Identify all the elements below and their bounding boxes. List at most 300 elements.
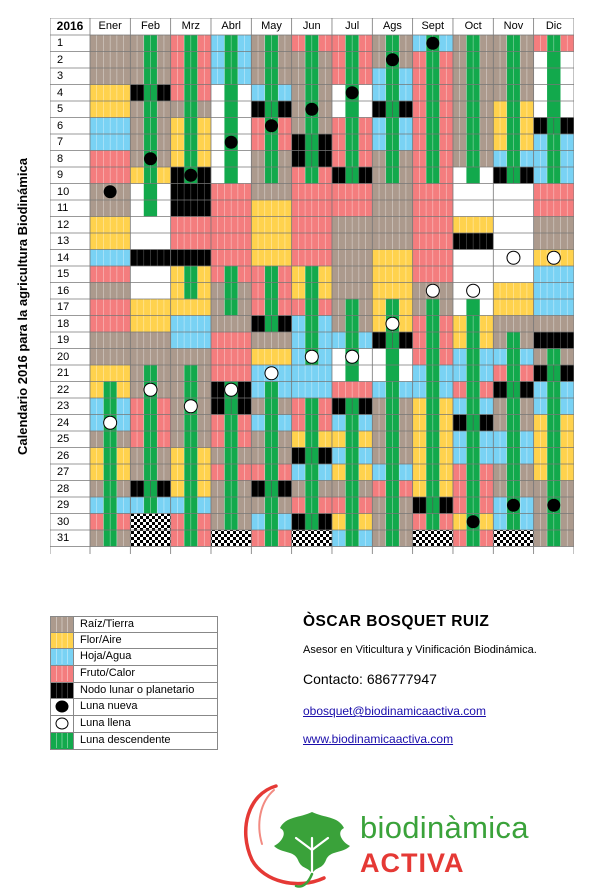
day-cell: [332, 68, 372, 85]
day-cell: [453, 415, 493, 432]
day-cell: [372, 530, 412, 547]
day-number: 24: [57, 416, 70, 429]
day-cell: [292, 85, 332, 102]
day-cell: [171, 101, 211, 118]
day-cell: [534, 233, 574, 250]
legend-swatch: [51, 633, 74, 649]
day-cell: [453, 431, 493, 448]
day-cell: [332, 431, 372, 448]
full-moon-icon: [144, 383, 157, 396]
legend-label: Hoja/Agua: [80, 650, 132, 663]
day-cell: [493, 167, 533, 184]
day-cell: [332, 316, 372, 333]
day-cell: [90, 233, 130, 250]
day-cell: [413, 514, 453, 531]
day-cell: [453, 233, 493, 250]
day-cell: [90, 382, 130, 399]
legend-item: [50, 666, 218, 683]
day-number: 23: [57, 400, 70, 412]
day-cell: [90, 167, 130, 184]
day-cell: [372, 167, 412, 184]
day-cell: [332, 250, 372, 267]
legend-label: Flor/Aire: [80, 633, 122, 646]
day-cell: [130, 530, 170, 547]
new-moon-icon: [144, 152, 157, 165]
day-cell: [453, 68, 493, 85]
legend-swatch: [51, 617, 74, 632]
day-cell: [130, 217, 170, 234]
day-cell: [534, 35, 574, 52]
legend-swatch: [51, 716, 74, 732]
day-cell: [211, 481, 251, 498]
day-cell: [130, 68, 170, 85]
legend-label: Nodo lunar o planetario: [80, 683, 195, 696]
day-cell: [493, 514, 533, 531]
day-cell: [372, 134, 412, 151]
day-cell: [372, 398, 412, 415]
day-cell: [413, 332, 453, 349]
day-cell: [171, 68, 211, 85]
day-cell: [171, 52, 211, 69]
day-cell: [251, 35, 291, 52]
day-cell: [493, 85, 533, 102]
day-cell: [413, 233, 453, 250]
day-cell: [211, 151, 251, 168]
day-cell: [251, 448, 291, 465]
day-cell: [453, 167, 493, 184]
calendar-grid: [50, 18, 574, 554]
day-cell: [251, 184, 291, 201]
day-cell: [453, 398, 493, 415]
day-cell: [130, 233, 170, 250]
website-link[interactable]: www.biodinamicaactiva.com: [303, 732, 454, 746]
day-cell: [90, 448, 130, 465]
day-cell: [453, 266, 493, 283]
day-cell: [534, 431, 574, 448]
day-number: 30: [57, 515, 70, 528]
day-cell: [130, 398, 170, 415]
day-cell: [493, 448, 533, 465]
day-number: 18: [57, 317, 70, 330]
day-cell: [130, 316, 170, 333]
day-cell: [90, 200, 130, 217]
day-cell: [534, 283, 574, 300]
day-cell: [251, 316, 291, 333]
day-cell: [332, 217, 372, 234]
legend-swatch: [51, 649, 74, 665]
day-cell: [171, 217, 211, 234]
day-cell: [130, 299, 170, 316]
day-cell: [493, 266, 533, 283]
day-cell: [171, 134, 211, 151]
day-cell: [372, 85, 412, 102]
day-cell: [332, 167, 372, 184]
day-cell: [90, 101, 130, 118]
day-cell: [292, 514, 332, 531]
day-cell: [413, 497, 453, 514]
day-cell: [372, 299, 412, 316]
day-cell: [493, 35, 533, 52]
day-cell: [413, 52, 453, 69]
day-cell: [372, 266, 412, 283]
new-moon-icon: [426, 37, 439, 50]
day-cell: [251, 382, 291, 399]
month-header: Abrl: [221, 20, 241, 32]
day-cell: [171, 316, 211, 333]
day-cell: [171, 299, 211, 316]
day-cell: [90, 398, 130, 415]
day-cell: [372, 349, 412, 366]
day-cell: [171, 250, 211, 267]
day-cell: [211, 68, 251, 85]
day-cell: [130, 250, 170, 267]
day-cell: [413, 481, 453, 498]
day-cell: [453, 52, 493, 69]
day-cell: [251, 299, 291, 316]
full-moon-icon: [184, 400, 197, 413]
day-cell: [413, 184, 453, 201]
day-cell: [251, 266, 291, 283]
day-cell: [534, 514, 574, 531]
day-cell: [413, 398, 453, 415]
day-cell: [534, 464, 574, 481]
day-cell: [493, 332, 533, 349]
day-cell: [372, 68, 412, 85]
day-cell: [372, 283, 412, 300]
day-cell: [251, 481, 291, 498]
day-cell: [90, 332, 130, 349]
new-moon-icon: [265, 119, 278, 132]
day-cell: [493, 101, 533, 118]
logo-swoosh-inner: [259, 790, 274, 844]
day-cell: [332, 134, 372, 151]
day-cell: [211, 530, 251, 547]
day-cell: [211, 398, 251, 415]
day-cell: [292, 481, 332, 498]
full-moon-icon: [225, 383, 238, 396]
day-cell: [534, 217, 574, 234]
day-cell: [292, 118, 332, 135]
day-cell: [211, 316, 251, 333]
legend-label: Fruto/Calor: [80, 667, 136, 680]
day-cell: [292, 431, 332, 448]
day-cell: [413, 200, 453, 217]
legend-swatch: [51, 699, 74, 715]
day-cell: [171, 448, 211, 465]
day-cell: [493, 382, 533, 399]
day-cell: [332, 448, 372, 465]
new-moon-icon: [547, 499, 560, 512]
day-cell: [211, 332, 251, 349]
day-cell: [372, 250, 412, 267]
day-cell: [130, 283, 170, 300]
day-cell: [251, 200, 291, 217]
day-cell: [493, 365, 533, 382]
day-cell: [251, 151, 291, 168]
day-number: 17: [57, 301, 70, 313]
day-cell: [171, 118, 211, 135]
day-cell: [90, 514, 130, 531]
day-cell: [251, 233, 291, 250]
day-cell: [292, 266, 332, 283]
day-cell: [372, 101, 412, 118]
day-cell: [130, 431, 170, 448]
day-cell: [453, 382, 493, 399]
day-cell: [251, 415, 291, 432]
day-number: 19: [57, 334, 70, 346]
day-cell: [211, 250, 251, 267]
day-cell: [292, 382, 332, 399]
day-cell: [372, 332, 412, 349]
day-cell: [332, 398, 372, 415]
day-number: 31: [57, 532, 70, 544]
day-cell: [211, 118, 251, 135]
day-cell: [171, 332, 211, 349]
vertical-title: Calendario 2016 para la agricultura Biodinámica: [15, 158, 30, 455]
day-cell: [292, 167, 332, 184]
legend-item: [50, 716, 218, 733]
legend-label: Luna llena: [80, 717, 131, 730]
legend-item: [50, 699, 218, 716]
new-moon-icon: [467, 515, 480, 528]
day-cell: [534, 299, 574, 316]
day-cell: [534, 365, 574, 382]
day-cell: [493, 431, 533, 448]
day-cell: [332, 233, 372, 250]
day-number: 28: [57, 482, 70, 495]
day-cell: [211, 497, 251, 514]
calendar-table: [50, 18, 574, 554]
day-cell: [171, 431, 211, 448]
day-cell: [332, 299, 372, 316]
day-cell: [251, 283, 291, 300]
email-link[interactable]: obosquet@biodinamicaactiva.com: [303, 704, 486, 718]
day-cell: [453, 85, 493, 102]
legend-item: [50, 616, 218, 633]
day-cell: [413, 118, 453, 135]
day-cell: [90, 250, 130, 267]
day-cell: [453, 134, 493, 151]
day-cell: [413, 266, 453, 283]
day-cell: [130, 200, 170, 217]
day-cell: [534, 448, 574, 465]
day-cell: [332, 464, 372, 481]
day-cell: [534, 415, 574, 432]
day-cell: [413, 151, 453, 168]
full-moon-icon: [386, 317, 399, 330]
day-cell: [292, 530, 332, 547]
day-cell: [90, 464, 130, 481]
contact-name: ÒSCAR BOSQUET RUIZ: [303, 613, 490, 630]
day-cell: [332, 283, 372, 300]
day-cell: [413, 365, 453, 382]
day-cell: [90, 217, 130, 234]
day-number: 22: [57, 383, 70, 396]
day-number: 25: [57, 433, 70, 445]
day-cell: [292, 497, 332, 514]
day-cell: [251, 250, 291, 267]
day-cell: [211, 167, 251, 184]
day-cell: [171, 464, 211, 481]
day-cell: [171, 349, 211, 366]
day-cell: [413, 250, 453, 267]
day-cell: [493, 464, 533, 481]
month-header: Dic: [545, 20, 562, 32]
day-cell: [130, 514, 170, 531]
day-cell: [453, 184, 493, 201]
day-cell: [372, 415, 412, 432]
day-cell: [211, 52, 251, 69]
day-cell: [90, 52, 130, 69]
logo-word-activa: ACTIVA: [360, 848, 465, 878]
day-cell: [90, 35, 130, 52]
day-cell: [493, 52, 533, 69]
day-cell: [251, 530, 291, 547]
day-cell: [130, 266, 170, 283]
day-cell: [211, 200, 251, 217]
day-cell: [90, 283, 130, 300]
day-cell: [493, 151, 533, 168]
day-cell: [413, 431, 453, 448]
day-cell: [251, 431, 291, 448]
day-cell: [130, 35, 170, 52]
legend-label: Raíz/Tierra: [80, 618, 134, 630]
day-cell: [292, 464, 332, 481]
legend-item: [50, 649, 218, 666]
day-cell: [130, 448, 170, 465]
day-cell: [534, 200, 574, 217]
day-cell: [372, 448, 412, 465]
day-cell: [493, 200, 533, 217]
day-cell: [534, 332, 574, 349]
new-moon-icon: [386, 53, 399, 66]
new-moon-icon: [305, 103, 318, 116]
legend-swatch: [51, 683, 74, 699]
contact-role: Asesor en Viticultura y Vinificación Biodinámica.: [303, 644, 537, 656]
legend-swatch: [51, 666, 74, 682]
new-moon-icon: [225, 136, 238, 149]
full-moon-icon: [104, 416, 117, 429]
day-cell: [90, 151, 130, 168]
day-cell: [251, 52, 291, 69]
day-cell: [90, 118, 130, 135]
day-cell: [332, 415, 372, 432]
day-cell: [332, 101, 372, 118]
day-number: 7: [57, 136, 64, 148]
day-cell: [372, 382, 412, 399]
day-cell: [493, 398, 533, 415]
day-number: 1: [57, 37, 64, 49]
day-number: 26: [57, 449, 70, 462]
day-cell: [534, 184, 574, 201]
day-cell: [90, 349, 130, 366]
full-moon-icon: [346, 350, 359, 363]
full-moon-icon: [507, 251, 520, 264]
day-cell: [251, 398, 291, 415]
full-moon-icon: [265, 367, 278, 380]
day-cell: [211, 85, 251, 102]
day-cell: [453, 217, 493, 234]
day-cell: [453, 530, 493, 547]
day-cell: [413, 415, 453, 432]
day-cell: [251, 332, 291, 349]
day-cell: [211, 415, 251, 432]
day-cell: [130, 497, 170, 514]
day-number: 29: [57, 499, 70, 511]
legend-item: [50, 633, 218, 650]
day-cell: [453, 200, 493, 217]
day-cell: [534, 167, 574, 184]
day-cell: [211, 217, 251, 234]
month-header: Nov: [503, 20, 524, 32]
month-header: May: [261, 20, 282, 32]
day-cell: [292, 365, 332, 382]
day-cell: [171, 151, 211, 168]
day-cell: [534, 349, 574, 366]
day-cell: [493, 415, 533, 432]
day-cell: [292, 68, 332, 85]
day-cell: [211, 448, 251, 465]
day-number: 9: [57, 169, 64, 181]
day-cell: [292, 316, 332, 333]
month-header: Oct: [464, 20, 482, 32]
day-cell: [413, 101, 453, 118]
day-cell: [453, 35, 493, 52]
day-cell: [292, 184, 332, 201]
day-cell: [453, 332, 493, 349]
day-cell: [211, 299, 251, 316]
day-cell: [171, 382, 211, 399]
day-cell: [453, 349, 493, 366]
day-cell: [292, 35, 332, 52]
day-cell: [413, 134, 453, 151]
day-cell: [251, 68, 291, 85]
day-cell: [413, 68, 453, 85]
day-cell: [211, 514, 251, 531]
day-cell: [171, 514, 211, 531]
month-header: Sept: [421, 20, 445, 32]
day-cell: [453, 497, 493, 514]
day-cell: [251, 497, 291, 514]
day-number: 20: [57, 350, 70, 363]
day-cell: [372, 184, 412, 201]
day-cell: [211, 266, 251, 283]
day-cell: [292, 283, 332, 300]
day-cell: [453, 118, 493, 135]
day-cell: [534, 481, 574, 498]
month-header: Feb: [141, 20, 160, 32]
day-cell: [534, 398, 574, 415]
day-cell: [493, 134, 533, 151]
day-cell: [493, 184, 533, 201]
day-number: 14: [57, 251, 70, 264]
new-moon-icon: [346, 86, 359, 99]
day-cell: [372, 497, 412, 514]
day-cell: [90, 481, 130, 498]
day-cell: [493, 481, 533, 498]
day-cell: [372, 151, 412, 168]
day-cell: [251, 217, 291, 234]
day-cell: [493, 349, 533, 366]
day-cell: [90, 134, 130, 151]
day-number: 10: [57, 185, 70, 198]
day-cell: [130, 118, 170, 135]
day-cell: [171, 233, 211, 250]
logo-word-biodinamica: biodinàmica: [360, 810, 529, 845]
day-cell: [413, 217, 453, 234]
day-number: 3: [57, 70, 64, 82]
day-cell: [171, 283, 211, 300]
